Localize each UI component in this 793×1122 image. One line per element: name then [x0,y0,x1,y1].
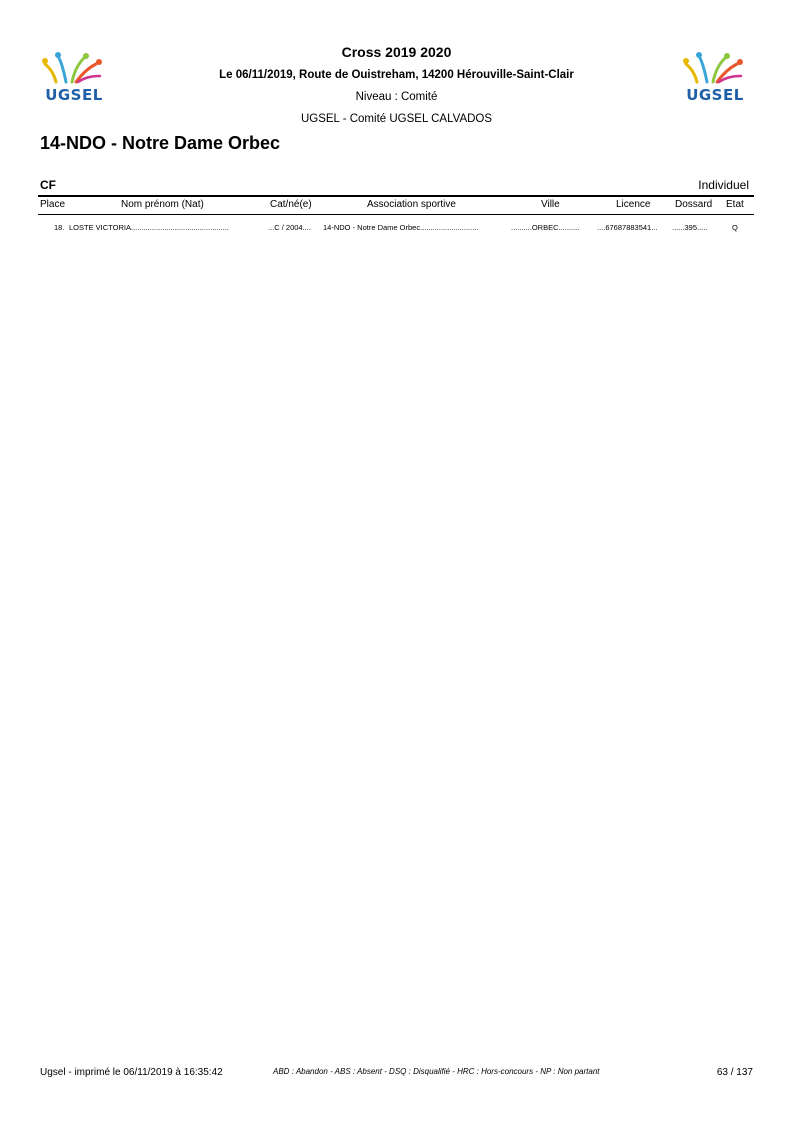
footer-page-number: 63 / 137 [716,1067,753,1078]
col-header-license: Licence [616,199,651,210]
col-header-bib: Dossard [675,199,713,210]
cell-assoc: 14-NDO - Notre Dame Orbec............................ [323,223,479,232]
col-header-name: Nom prénom (Nat) [121,199,204,210]
event-level: Niveau : Comité [355,91,438,103]
race-type-label: Individuel [698,178,749,192]
col-header-place: Place [40,199,66,210]
cell-place: 18. [54,223,65,232]
logo-text: UGSEL [686,86,744,104]
cell-bib: ......395..... [672,223,708,232]
cell-cat: ...C / 2004.... [268,223,311,232]
col-header-assoc: Association sportive [367,199,456,210]
table-header-rule [38,214,754,215]
footer-printed: Ugsel - imprimé le 06/11/2019 à 16:35:42 [40,1067,223,1078]
footer-legend: ABD : Abandon - ABS : Absent - DSQ : Disqualifié - HRC : Hors-concours - NP : Non partant [273,1067,600,1076]
category-label: CF [40,178,56,192]
event-committee: UGSEL - Comité UGSEL CALVADOS [300,113,493,125]
col-header-city: Ville [541,199,560,210]
event-title: Cross 2019 2020 [341,44,452,60]
logo-text: UGSEL [45,86,103,104]
cell-name: LOSTE VICTORIA............................................... [69,223,229,232]
table-top-rule [38,195,754,197]
cell-status: Q [732,223,738,232]
col-header-status: Etat [726,199,744,210]
school-title: 14-NDO - Notre Dame Orbec [40,133,281,153]
cell-city: ..........ORBEC.......... [511,223,580,232]
col-header-cat: Cat/né(e) [270,199,312,210]
event-subtitle: Le 06/11/2019, Route de Ouistreham, 14200 Hérouville-Saint-Clair [219,69,574,81]
cell-license: ....67687883541... [597,223,658,232]
